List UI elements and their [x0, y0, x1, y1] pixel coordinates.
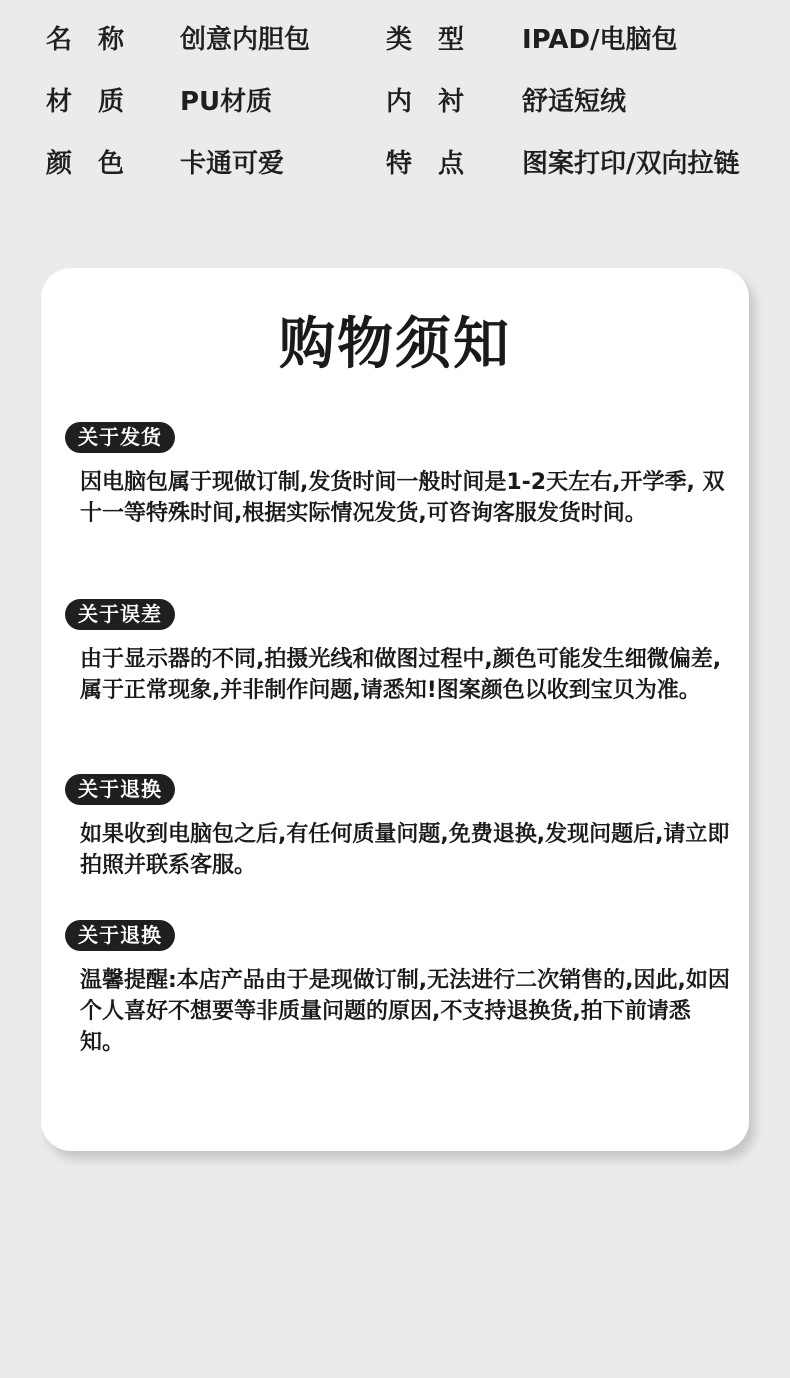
section-tag: 关于误差: [65, 599, 175, 630]
spec-row-name-type: [0, 20, 790, 60]
section-tag: 关于发货: [65, 422, 175, 453]
spec-value-material: PU材质: [180, 87, 273, 117]
section-tag: 关于退换: [65, 920, 175, 951]
spec-row-color-feature: [0, 144, 790, 184]
section-body: 因电脑包属于现做订制,发货时间一般时间是1-2天左右,开学季, 双十一等特殊时间,根据实际情况发货,可咨询客服发货时间。: [80, 470, 725, 526]
section-tag: 关于退换: [65, 774, 175, 805]
spec-label-material: 材质: [46, 87, 151, 117]
spec-label-type: 类型: [386, 25, 491, 55]
spec-label-name: 名称: [46, 25, 151, 55]
notice-section-color-deviation: [65, 599, 735, 706]
notice-section-returns: [65, 774, 735, 881]
notice-section-returns-reminder: [65, 920, 735, 1058]
section-body: 如果收到电脑包之后,有任何质量问题,免费退换,发现问题后,请立即拍照并联系客服。: [80, 822, 730, 878]
spec-value-type: IPAD/电脑包: [522, 25, 678, 55]
spec-value-name: 创意内胆包: [180, 25, 311, 55]
spec-value-color: 卡通可爱: [180, 149, 285, 179]
section-body: 温馨提醒:本店产品由于是现做订制,无法进行二次销售的,因此,如因个人喜好不想要等非质量问题的原因,不支持退换货,拍下前请悉知。: [80, 968, 730, 1055]
shopping-notice-card: [41, 268, 749, 1151]
spec-row-material-lining: [0, 82, 790, 122]
spec-label-feature: 特点: [386, 149, 491, 179]
spec-value-lining: 舒适短绒: [522, 87, 627, 117]
spec-value-feature: 图案打印/双向拉链: [522, 149, 740, 179]
notice-section-shipping: [65, 422, 735, 529]
section-body: 由于显示器的不同,拍摄光线和做图过程中,颜色可能发生细微偏差, 属于正常现象,并非制作问题,请悉知!图案颜色以收到宝贝为准。: [80, 647, 722, 703]
notice-title: 购物须知: [279, 312, 511, 377]
spec-label-color: 颜色: [46, 149, 151, 179]
spec-label-lining: 内衬: [386, 87, 491, 117]
